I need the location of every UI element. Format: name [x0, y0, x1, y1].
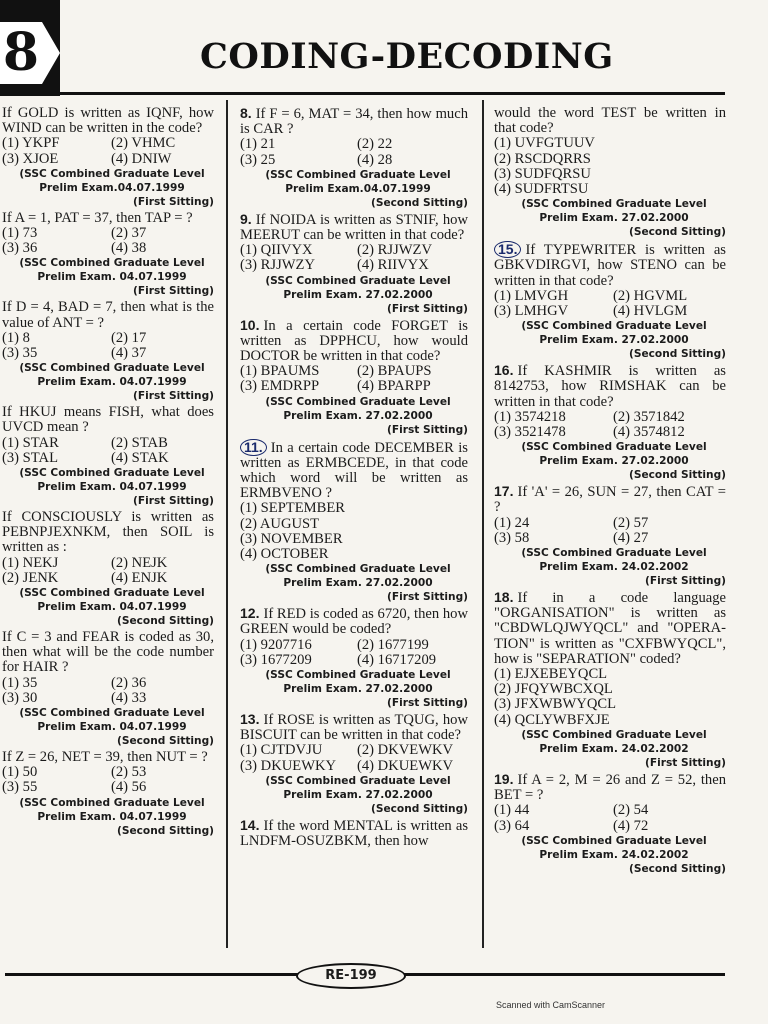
answer-option: (4) 28: [357, 151, 393, 168]
exam-source: (SSC Combined Graduate Level Prelim Exam. 04.07.1999: [19, 796, 205, 823]
question-stem: If the word MENTAL is written as LNDFM-OSUZBKM, then how: [240, 817, 468, 850]
answer-option: (4) 56: [111, 779, 147, 796]
exam-sitting: (Second Sitting): [116, 824, 214, 837]
column-3: [494, 106, 726, 878]
exam-source: (SSC Combined Graduate Level Prelim Exam. 27.02.2000: [521, 320, 707, 347]
answer-option: (2) 54: [613, 802, 649, 819]
answer-option: (2) 36: [111, 674, 147, 691]
answer-option: (4) 3574812: [613, 424, 685, 441]
answer-option: (4) DKUEWKV: [357, 757, 454, 774]
answer-option: (1) YKPF: [2, 135, 60, 152]
exam-source: (SSC Combined Graduate Level Prelim Exam. 04.07.1999: [19, 257, 205, 284]
question-text: [2, 211, 214, 226]
answer-option: (2) RJJWZV: [357, 242, 432, 259]
question-item: [2, 630, 214, 748]
answer-option: (4) OCTOBER: [240, 546, 329, 563]
options-grid: [494, 803, 726, 833]
question-item: [2, 300, 214, 403]
answer-option: (4) STAK: [111, 449, 169, 466]
question-stem: In a certain code FORGET is written as DPPHCU, how would DOCTOR be written in that code?: [240, 317, 468, 365]
question-item: [240, 212, 468, 316]
answer-option: (2) DKVEWKV: [357, 742, 454, 759]
answer-option: (2) BPAUPS: [357, 363, 432, 380]
exam-source: (SSC Combined Graduate Level Prelim Exam. 24.02.2002: [521, 728, 707, 755]
answer-option: (3) JFXWBWYQCL: [494, 696, 617, 713]
question-text: [494, 590, 726, 667]
question-item: [494, 106, 726, 239]
question-number: 14.: [240, 816, 260, 833]
question-stem: If HKUJ means FISH, what does UVCD mean ?: [2, 404, 214, 436]
exam-source: (SSC Combined Graduate Level Prelim Exam. 27.02.2000: [265, 563, 451, 590]
question-item: [494, 363, 726, 482]
question-item: [240, 106, 468, 210]
answer-option: (3) 25: [240, 151, 276, 168]
options-grid: [494, 410, 726, 440]
answer-option: (2) NEJK: [111, 554, 168, 571]
answer-option: (3) 3521478: [494, 424, 566, 441]
options-grid: [2, 436, 214, 466]
options-grid: [494, 136, 726, 197]
options-grid: [240, 638, 468, 668]
options-grid: [240, 243, 468, 273]
answer-option: (2) STAB: [111, 434, 168, 451]
answer-option: (1) BPAUMS: [240, 363, 320, 380]
answer-option: (3) 36: [2, 240, 38, 257]
exam-source: (SSC Combined Graduate Level Prelim Exam. 04.07.1999: [19, 362, 205, 389]
question-text: [240, 212, 468, 243]
answer-option: (3) 58: [494, 529, 530, 546]
answer-option: (3) NOVEMBER: [240, 530, 343, 547]
exam-sitting: (First Sitting): [645, 575, 726, 588]
question-stem: If D = 4, BAD = 7, then what is the value of ANT = ?: [2, 299, 214, 331]
question-item: [2, 510, 214, 628]
answer-option: (1) 3574218: [494, 408, 566, 425]
scanner-watermark: Scanned with CamScanner: [496, 1000, 606, 1010]
answer-option: (2) 53: [111, 764, 147, 781]
exam-sitting: (Second Sitting): [628, 348, 726, 361]
answer-option: (3) 30: [2, 689, 38, 706]
answer-option: (1) 73: [2, 225, 38, 242]
exam-sitting: (Second Sitting): [628, 226, 726, 239]
exam-sitting: (First Sitting): [133, 195, 214, 208]
options-grid: [2, 556, 214, 586]
question-stem: If C = 3 and FEAR is coded as 30, then what will be the code number for HAIR ?: [2, 629, 214, 676]
answer-option: (4) HVLGM: [613, 303, 688, 320]
question-text: [2, 405, 214, 435]
answer-option: (3) XJOE: [2, 150, 59, 167]
answer-option: (1) STAR: [2, 434, 59, 451]
exam-sitting: (First Sitting): [645, 756, 726, 769]
question-item: [2, 405, 214, 508]
answer-option: (1) EJXEBEYQCL: [494, 666, 608, 683]
answer-option: (1) NEKJ: [2, 554, 59, 571]
question-item: [494, 772, 726, 876]
answer-option: (3) EMDRPP: [240, 378, 320, 395]
exam-sitting: (First Sitting): [387, 423, 468, 436]
question-text: [2, 510, 214, 556]
answer-option: (2) 22: [357, 136, 393, 153]
page-title: CODING-DECODING: [200, 36, 614, 77]
question-number: 15.: [494, 241, 521, 258]
answer-option: (1) 35: [2, 674, 38, 691]
question-number: 8.: [240, 105, 252, 121]
answer-option: (3) 55: [2, 779, 38, 796]
column-divider: [226, 100, 228, 948]
exam-sitting: (Second Sitting): [116, 735, 214, 748]
question-stem: would the word TEST be written in that code?: [494, 105, 726, 137]
question-item: [2, 106, 214, 209]
exam-source: (SSC Combined Graduate Level Prelim Exam. 24.02.2002: [521, 547, 707, 574]
question-number: 17.: [494, 483, 514, 500]
question-text: [2, 106, 214, 136]
answer-option: (4) 16717209: [357, 651, 437, 668]
chapter-number: 8: [0, 22, 42, 84]
exam-source: (SSC Combined Graduate Level Prelim Exam. 24.02.2002: [521, 834, 707, 861]
question-item: [240, 712, 468, 816]
exam-sitting: (First Sitting): [387, 302, 468, 315]
options-grid: [494, 289, 726, 319]
exam-sitting: (Second Sitting): [370, 802, 468, 815]
answer-option: (4) SUDFRTSU: [494, 181, 589, 198]
exam-sitting: (First Sitting): [133, 495, 214, 508]
exam-sitting: (First Sitting): [387, 591, 468, 604]
answer-option: (4) QCLYWBFXJE: [494, 711, 610, 728]
question-stem: If in a code language "ORGANISATION" is written as "CBDWLQJWYQCL" and "OPERA-TION" is written as "CXFBWYQCL", how is "SEPARATION" coded?: [494, 590, 726, 667]
question-stem: If TYPEWRITER is written as GBKVDIRGVI, how STENO can be written in that code?: [494, 242, 726, 289]
exam-source: (SSC Combined Graduate Level Prelim Exam. 27.02.2000: [265, 774, 451, 801]
question-number: 18.: [494, 589, 514, 606]
answer-option: (1) 50: [2, 764, 38, 781]
answer-option: (1) SEPTEMBER: [240, 500, 345, 517]
question-stem: In a certain code DECEMBER is written as ERMBCEDE, in that code which word will be written as ERMBVENO ?: [240, 439, 468, 502]
answer-option: (4) 27: [613, 529, 649, 546]
question-stem: If GOLD is written as IQNF, how WIND can be written in the code?: [2, 105, 214, 137]
answer-option: (3) 1677209: [240, 651, 312, 668]
question-text: [240, 818, 468, 849]
options-grid: [240, 501, 468, 562]
answer-option: (3) RJJWZY: [240, 257, 315, 274]
options-grid: [240, 743, 468, 773]
options-grid: [2, 136, 214, 166]
exam-source: (SSC Combined Graduate Level Prelim Exam. 27.02.2000: [265, 274, 451, 301]
question-item: [494, 241, 726, 361]
exam-sitting: (Second Sitting): [628, 862, 726, 875]
column-1: [2, 106, 214, 840]
answer-option: (1) 9207716: [240, 636, 312, 653]
question-stem: If ROSE is written as TQUG, how BISCUIT can be written in that code?: [240, 712, 468, 744]
question-text: [240, 106, 468, 137]
question-number: 9.: [240, 210, 252, 227]
question-stem: If RED is coded as 6720, then how GREEN would be coded?: [240, 606, 468, 638]
answer-option: (2) RSCDQRRS: [494, 150, 591, 167]
answer-option: (2) JFQYWBCXQL: [494, 681, 613, 698]
answer-option: (2) VHMC: [111, 135, 176, 152]
answer-option: (3) 64: [494, 817, 530, 834]
exam-sitting: (First Sitting): [133, 390, 214, 403]
question-stem: If A = 1, PAT = 37, then TAP = ?: [2, 209, 193, 226]
answer-option: (1) 21: [240, 136, 276, 153]
exam-sitting: (Second Sitting): [370, 196, 468, 209]
question-item: [240, 318, 468, 437]
exam-source: (SSC Combined Graduate Level Prelim Exam. 04.07.1999: [19, 467, 205, 494]
exam-source: (SSC Combined Graduate Level Prelim Exam. 27.02.2000: [265, 669, 451, 696]
answer-option: (3) LMHGV: [494, 303, 569, 320]
answer-option: (4) ENJK: [111, 569, 168, 586]
question-text: [240, 318, 468, 365]
answer-option: (4) 33: [111, 689, 147, 706]
question-text: [240, 439, 468, 502]
options-grid: [240, 364, 468, 394]
chapter-marker: [0, 0, 60, 96]
answer-option: (4) RIIVYX: [357, 257, 429, 274]
answer-option: (2) 17: [111, 329, 147, 346]
answer-option: (2) AUGUST: [240, 515, 320, 532]
answer-option: (2) 1677199: [357, 636, 429, 653]
question-text: [494, 241, 726, 289]
answer-option: (4) 37: [111, 345, 147, 362]
answer-option: (1) QIIVYX: [240, 242, 313, 259]
question-text: [2, 630, 214, 676]
question-stem: If CONSCIOUSLY is written as PEBNPJEXNKM, then SOIL is written as :: [2, 509, 214, 556]
options-grid: [2, 765, 214, 795]
options-grid: [2, 676, 214, 706]
exam-sitting: (First Sitting): [387, 697, 468, 710]
answer-option: (1) 8: [2, 329, 30, 346]
question-number: 16.: [494, 362, 514, 379]
answer-option: (2) HGVML: [613, 287, 688, 304]
answer-option: (1) UVFGTUUV: [494, 135, 595, 152]
question-number: 11.: [240, 439, 267, 456]
exam-source: (SSC Combined Graduate Level Prelim Exam.04.07.1999: [19, 167, 205, 194]
answer-option: (3) 35: [2, 345, 38, 362]
column-2: [240, 106, 468, 851]
question-text: [494, 484, 726, 515]
question-text: [494, 106, 726, 136]
question-number: 12.: [240, 605, 260, 622]
options-grid: [240, 137, 468, 167]
answer-option: (2) 37: [111, 225, 147, 242]
answer-option: (4) 38: [111, 240, 147, 257]
exam-source: (SSC Combined Graduate Level Prelim Exam. 04.07.1999: [19, 587, 205, 614]
question-item: [494, 484, 726, 588]
question-item: [240, 606, 468, 710]
question-stem: If Z = 26, NET = 39, then NUT = ?: [2, 749, 208, 766]
exam-sitting: (Second Sitting): [116, 615, 214, 628]
exam-source: (SSC Combined Graduate Level Prelim Exam. 04.07.1999: [19, 707, 205, 734]
answer-option: (3) SUDFQRSU: [494, 165, 591, 182]
answer-option: (2) 3571842: [613, 408, 685, 425]
options-grid: [2, 331, 214, 361]
question-number: 13.: [240, 711, 260, 728]
question-stem: If F = 6, MAT = 34, then how much is CAR ?: [240, 106, 468, 138]
exam-source: (SSC Combined Graduate Level Prelim Exam. 27.02.2000: [521, 441, 707, 468]
answer-option: (2) JENK: [2, 569, 59, 586]
question-stem: If NOIDA is written as STNIF, how MEERUT can be written in that code?: [240, 211, 468, 244]
header-divider: [60, 92, 725, 95]
answer-option: (3) STAL: [2, 449, 58, 466]
answer-option: (1) 44: [494, 802, 530, 819]
column-divider: [482, 100, 484, 948]
question-stem: If A = 2, M = 26 and Z = 52, then BET = ?: [494, 771, 726, 804]
exam-source: (SSC Combined Graduate Level Prelim Exam. 27.02.2000: [521, 198, 707, 225]
exam-sitting: (First Sitting): [133, 285, 214, 298]
answer-option: (1) LMVGH: [494, 287, 569, 304]
question-item: [240, 439, 468, 605]
question-stem: If 'A' = 26, SUN = 27, then CAT = ?: [494, 484, 726, 516]
answer-option: (1) CJTDVJU: [240, 742, 323, 759]
question-text: [494, 363, 726, 410]
question-text: [240, 606, 468, 637]
question-text: [2, 300, 214, 330]
question-item: [240, 818, 468, 849]
exam-source: (SSC Combined Graduate Level Prelim Exam.04.07.1999: [265, 168, 451, 195]
question-item: [494, 590, 726, 770]
options-grid: [2, 226, 214, 256]
arrow-shape: [42, 22, 60, 84]
question-text: [2, 750, 214, 765]
page-number: RE-199: [296, 963, 406, 989]
exam-sitting: (Second Sitting): [628, 469, 726, 482]
answer-option: (2) 57: [613, 514, 649, 531]
answer-option: (4) BPARPP: [357, 378, 431, 395]
question-number: 10.: [240, 316, 260, 333]
question-item: [2, 211, 214, 299]
question-item: [2, 750, 214, 838]
question-number: 19.: [494, 770, 514, 787]
answer-option: (4) DNIW: [111, 150, 172, 167]
exam-source: (SSC Combined Graduate Level Prelim Exam. 27.02.2000: [265, 395, 451, 422]
answer-option: (4) 72: [613, 817, 649, 834]
answer-option: (3) DKUEWKY: [240, 757, 337, 774]
options-grid: [494, 516, 726, 546]
question-text: [240, 712, 468, 743]
question-stem: If KASHMIR is written as 8142753, how RIMSHAK can be written in that code?: [494, 363, 726, 410]
answer-option: (1) 24: [494, 514, 530, 531]
options-grid: [494, 667, 726, 728]
question-text: [494, 772, 726, 803]
